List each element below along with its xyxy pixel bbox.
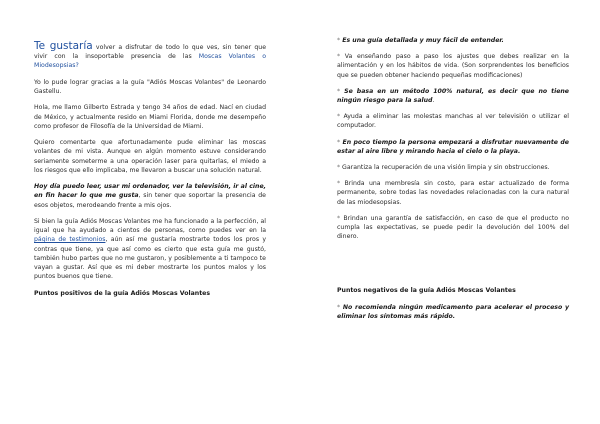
hoy-paragraph [34,182,266,210]
negative-heading: Puntos negativos de la guía Adiós Moscas Volantes [337,287,516,295]
bullet-star: * [337,138,341,146]
intro-lead: Te gustaría [34,40,93,52]
hoy-rest: , sin tener que soportar la presencia de esos objetos, merodeando frente a mis ojos. [34,192,266,209]
positive-heading: Puntos positivos de la guía Adiós Moscas Volantes [34,289,211,297]
bullet-star: * [337,53,341,61]
pro-item-7-text: Brinda una membresía sin costo, para estar actualizado de forma permanente, sobre todas las novedades relacionadas con la cura natural de las miodesopsias. [337,180,569,206]
bullet-star: * [337,113,341,121]
testimonios-link[interactable]: página de testimonios [34,236,106,244]
sibien-paragraph [34,217,266,281]
sibien-text2: , aún así me gustaría mostrarte todos los pros y contras que tiene, ya que así como es cierto que esta guía me gustó, también hubo partes que no me gustaron, y posiblemente a ti tampoco te vayan a gustar. Así que es mi deber mostrarte los puntos malos y los puntos buenos que tiene. [34,236,266,281]
pro-item-1-text: Es una guía detallada y muy fácil de entender. [340,37,504,44]
hola-paragraph: Hola, me llamo Gilberto Estrada y tengo 34 años de edad. Nací en ciudad de México, y actualmente resido en Miami Florida, donde me desempeño como profesor de Filosofía de la Universidad de Miami. [34,104,266,130]
sibien-text1: Si bien la guía Adiós Moscas Volantes me ha funcionado a la perfección, al igual que ha ayudado a cientos de personas, como puedes ver en la [34,217,266,235]
pro-item-6-text: Garantiza la recuperación de una visión limpia y sin obstrucciones. [340,164,550,172]
con-item-1 [337,303,569,321]
pro-item-7 [337,179,569,207]
quiero-paragraph: Quiero comentarte que afortunadamente pude eliminar las moscas volantes de mi vista. Aunque en algún momento estuve considerando seriamente someterme a una operación laser para quitarlas, el miedo a los riesgos que ello implicaba, me llevaron a buscar una solución natural. [34,139,266,174]
pro-item-1 [337,36,569,45]
pro-item-5 [337,138,569,156]
pro-item-2 [337,52,569,80]
con-item-1-text: No recomienda ningún medicamento para acelerar el proceso y eliminar los síntomas más rápido. [337,303,569,320]
pro-item-3-end: . [432,97,435,105]
pro-item-2-text: Va enseñando paso a paso los ajustes que debes realizar en la alimentación y en los hábitos de vida. (Son sorprendentes los beneficios que se pueden obtener haciendo pequeñas modificaciones) [337,53,569,79]
pro-item-4-text: Ayuda a eliminar las molestas manchas al ver televisión o utilizar el computador. [337,113,569,130]
pro-item-8 [337,214,569,242]
intro-paragraph [34,42,266,71]
bullet-star: * [337,37,341,44]
pro-item-3-text: Se basa en un método 100% natural, es decir que no tiene ningún riesgo para la salud [337,87,569,105]
bullet-star: * [337,214,341,222]
author-paragraph: Yo lo pude lograr gracias a la guía "Adiós Moscas Volantes" de Leonardo Gastellu. [34,78,266,95]
right-column [337,36,569,328]
right-page [300,0,600,424]
bullet-star: * [337,164,341,172]
pro-item-6 [337,163,569,172]
pro-item-8-text: Brindan una garantía de satisfacción, en caso de que el producto no cumpla las expectativas, se puede pedir la devolución del 100% del dinero. [337,214,569,241]
hoy-bold: Hoy día puedo leer, usar mi ordenador, ver la televisión, ir al cine, en fin hacer lo que me gusta [34,183,266,200]
intro-highlight: Moscas Volantes o Miodesopsias? [34,53,266,70]
bullet-star: * [337,303,341,311]
section-spacer [337,248,569,286]
bullet-star: * [337,180,341,188]
left-column [34,42,266,305]
pro-item-5-text: En poco tiempo la persona empezará a disfrutar nuevamente de estar al aire libre y mirando hacia el cielo o la playa. [337,138,569,155]
pro-item-3 [337,87,569,105]
bullet-star: * [337,87,341,95]
intro-text: volver a disfrutar de todo lo que ves, sin tener que vivir con la insoportable presencia de las [34,44,266,61]
pro-item-4 [337,112,569,130]
